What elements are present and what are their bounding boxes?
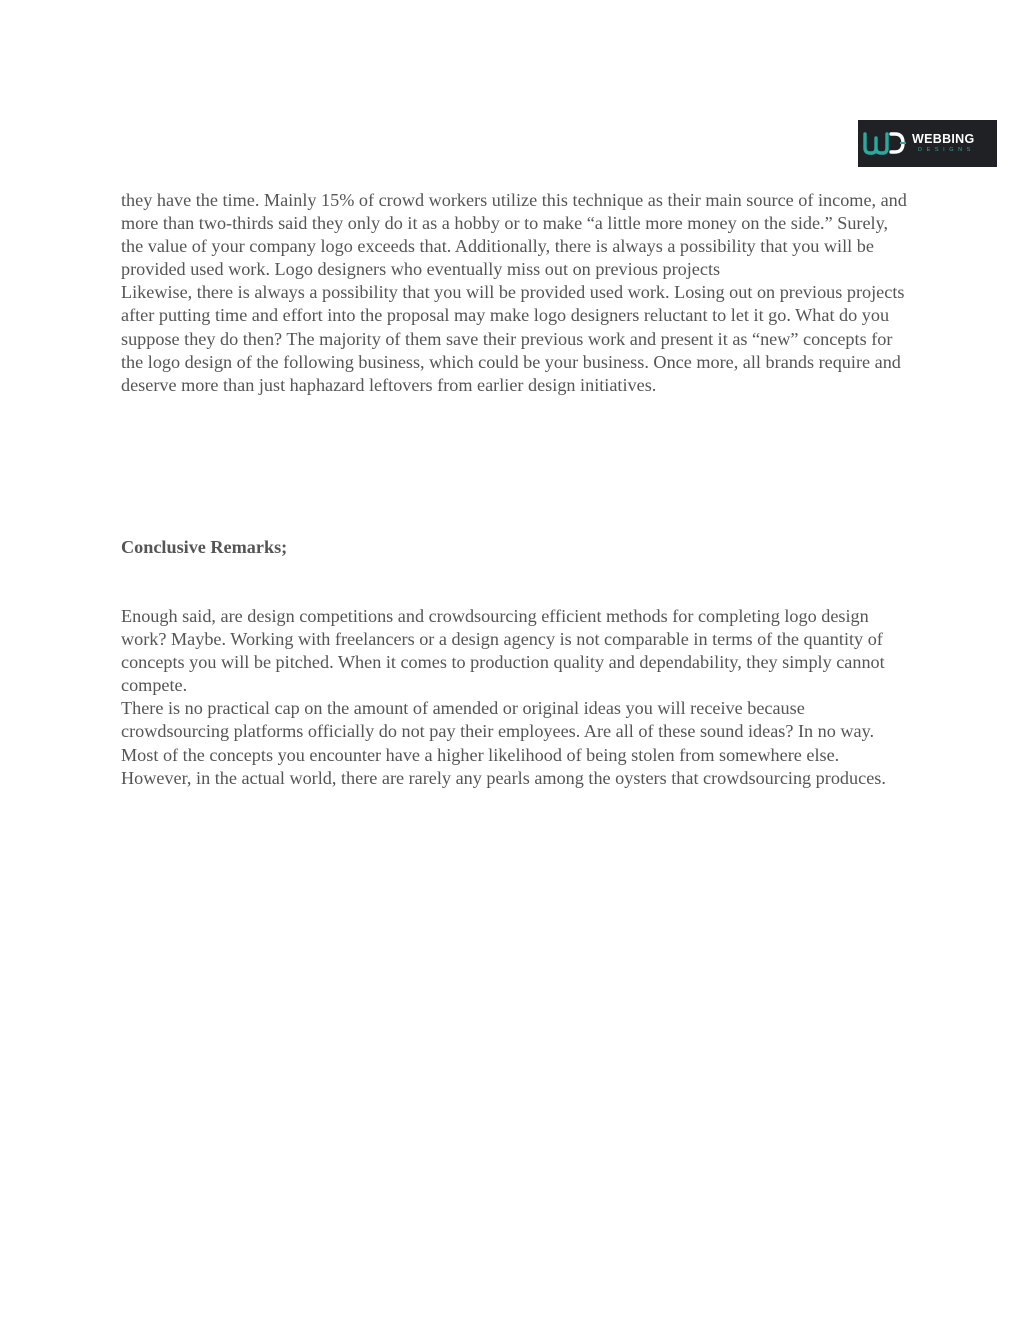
paragraph: There is no practical cap on the amount of amended or original ideas you will receive because crowdsourcing platforms officially do not pay their employees. Are all of these sound ideas? In no way. Most of the concepts you encounter have a higher likelihood of being stolen from somewhere else. However, in the actual world, there are rarely any pearls among the oysters that crowdsourcing produces.	[121, 698, 886, 788]
company-logo	[858, 120, 997, 167]
section-conclusion	[121, 605, 911, 790]
wd-monogram-icon	[862, 128, 906, 158]
logo-tagline: DESIGNS	[918, 147, 975, 153]
paragraph: they have the time. Mainly 15% of crowd workers utilize this technique as their main source of income, and more than two-thirds said they only do it as a hobby or to make “a little more money on the side.” Surely, the value of your company logo exceeds that. Additionally, there is always a possibility that you will be provided used work. Logo designers who eventually miss out on previous projects	[121, 190, 907, 280]
paragraph: Enough said, are design competitions and crowdsourcing efficient methods for completing logo design work? Maybe. Working with freelancers or a design agency is not comparable in terms of the quantity of concepts you will be pitched. When it comes to production quality and dependability, they simply cannot compete.	[121, 606, 885, 696]
section-one	[121, 189, 911, 397]
logo-wordmark: WEBBING	[912, 132, 975, 146]
paragraph: Likewise, there is always a possibility that you will be provided used work. Losing out on previous projects after putting time and effort into the proposal may make logo designers reluctant to let it go. What do you suppose they do then? The majority of them save their previous work and present it as “new” concepts for the logo design of the following business, which could be your business. Once more, all brands require and deserve more than just haphazard leftovers from earlier design initiatives.	[121, 282, 905, 395]
section-heading: Conclusive Remarks;	[121, 537, 288, 557]
